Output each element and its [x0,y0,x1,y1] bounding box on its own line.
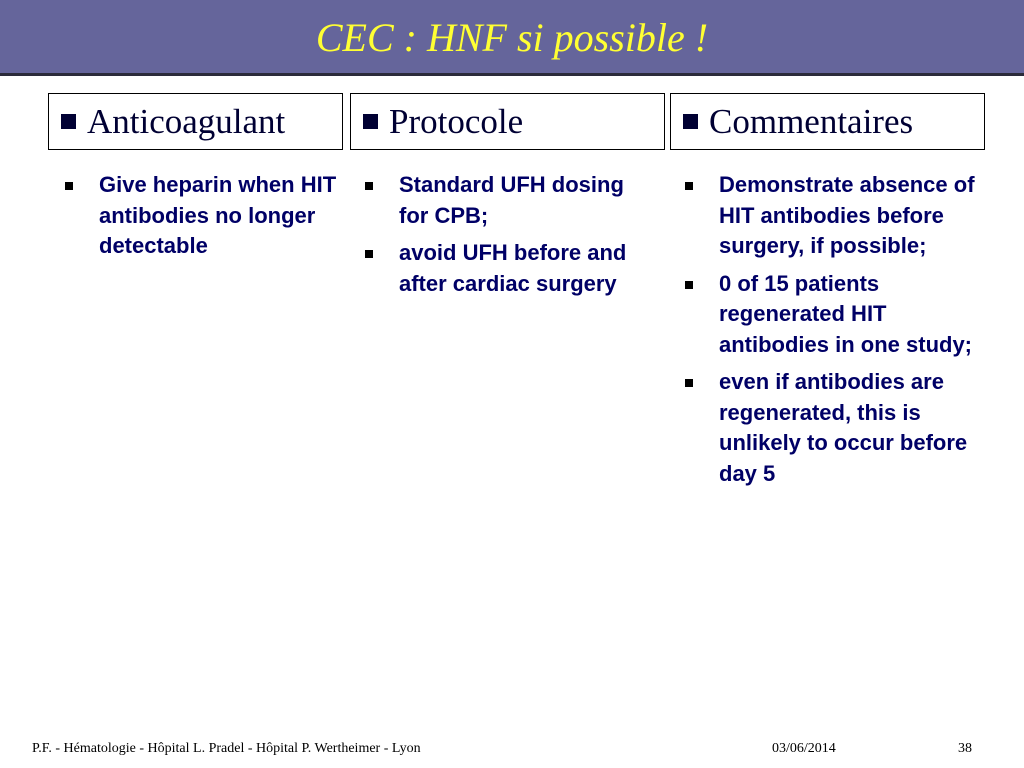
header-label: Anticoagulant [87,101,286,141]
slide-title: CEC : HNF si possible ! [315,15,709,60]
header-label: Protocole [389,101,524,141]
header-label: Commentaires [709,101,914,141]
list-item [361,170,641,231]
list-item [681,269,981,361]
bullet-icon [685,281,693,289]
bullet-list [681,170,981,489]
column-anticoagulant [61,170,341,269]
bullet-icon [685,379,693,387]
bullet-icon [365,250,373,258]
column-protocole [361,170,641,306]
bullet-list [361,170,641,299]
header-anticoagulant [48,93,343,150]
column-commentaires [681,170,981,496]
list-item [681,367,981,489]
square-bullet-icon [363,114,378,129]
list-item-text: even if antibodies are regenerated, this is unlikely to occur before day 5 [719,369,968,486]
list-item-text: 0 of 15 patients regenerated HIT antibodies in one study; [719,270,973,357]
bullet-icon [65,182,73,190]
list-item [361,238,641,299]
list-item [681,170,981,262]
list-item-text: Demonstrate absence of HIT antibodies before surgery, if possible; [719,172,975,258]
list-item [61,170,341,262]
bullet-list [61,170,341,262]
footer-source: P.F. - Hématologie - Hôpital L. Pradel - Hôpital P. Wertheimer - Lyon [32,741,421,756]
bullet-icon [685,182,693,190]
square-bullet-icon [61,114,76,129]
header-protocole [350,93,665,150]
list-item-text: avoid UFH before and after cardiac surgery [399,240,627,296]
bullet-icon [365,182,373,190]
footer-page-number: 38 [958,741,972,756]
header-commentaires [670,93,985,150]
footer-date: 03/06/2014 [772,741,836,756]
square-bullet-icon [683,114,698,129]
list-item-text: Standard UFH dosing for CPB; [399,172,624,228]
list-item-text: Give heparin when HIT antibodies no longer detectable [99,172,337,258]
